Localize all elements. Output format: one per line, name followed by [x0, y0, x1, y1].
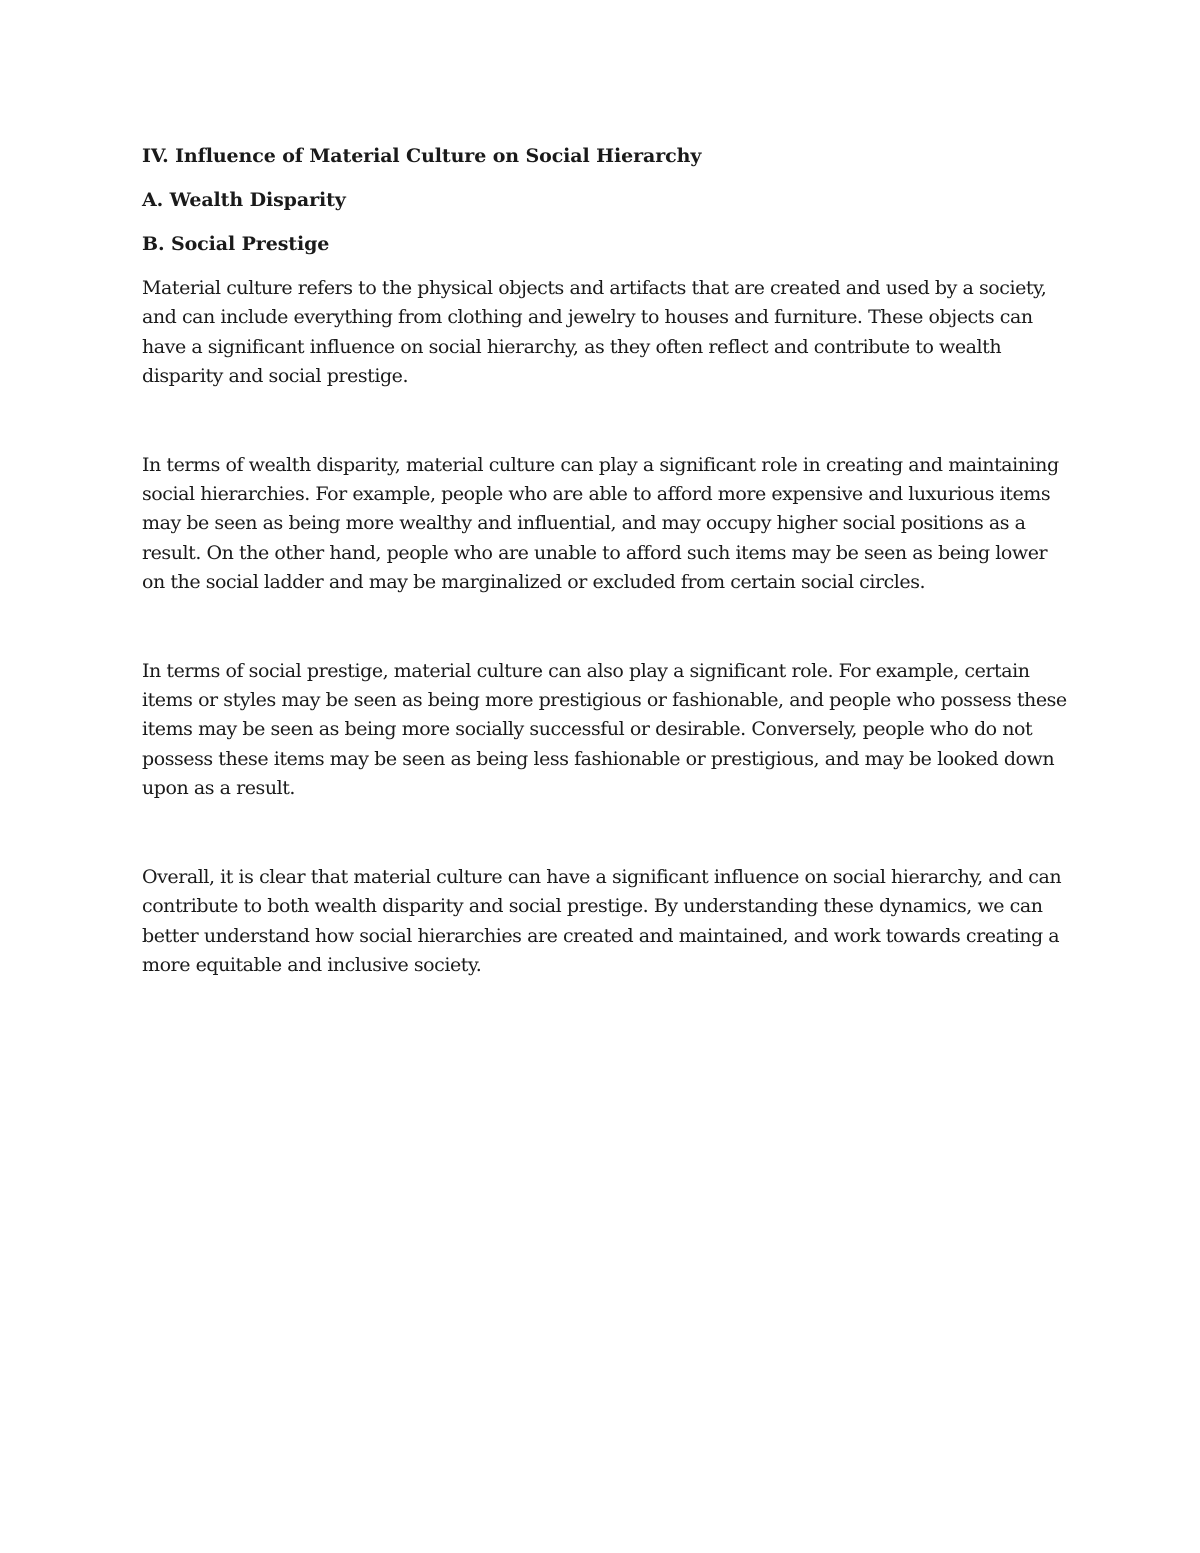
subheading-wealth-disparity: A. Wealth Disparity — [142, 189, 346, 211]
paragraph-social-prestige: In terms of social prestige, material culture can also play a significant role. For example, certain items or styles may be seen as being more prestigious or fashionable, and people who possess these items may be seen as being more socially successful or desirable. Conversely, people who do not possess these items may be seen as being less fashionable or prestigious, and may be looked down upon as a result. — [142, 659, 1067, 800]
paragraph-spacer — [142, 598, 1072, 657]
section-heading: IV. Influence of Material Culture on Social Hierarchy — [142, 145, 702, 167]
paragraph-wealth-disparity: In terms of wealth disparity, material culture can play a significant role in creating and maintaining social hierarchies. For example, people who are able to afford more expensive and luxurious items may be seen as being more wealthy and influential, and may occupy higher social positions as a result. On the other hand, people who are unable to afford such items may be seen as being lower on the social ladder and may be marginalized or excluded from certain social circles. — [142, 453, 1059, 594]
document-body — [142, 142, 1072, 980]
paragraph-spacer — [142, 392, 1072, 451]
paragraph-spacer — [142, 804, 1072, 863]
subheading-social-prestige: B. Social Prestige — [142, 233, 330, 255]
paragraph-conclusion: Overall, it is clear that material culture can have a significant influence on social hierarchy, and can contribute to both wealth disparity and social prestige. By understanding these dynamics, we can better understand how social hierarchies are created and maintained, and work towards creating a more equitable and inclusive society. — [142, 865, 1062, 976]
paragraph-intro: Material culture refers to the physical objects and artifacts that are created and used by a society, and can include everything from clothing and jewelry to houses and furniture. These objects can have a significant influence on social hierarchy, as they often reflect and contribute to wealth disparity and social prestige. — [142, 277, 1047, 388]
